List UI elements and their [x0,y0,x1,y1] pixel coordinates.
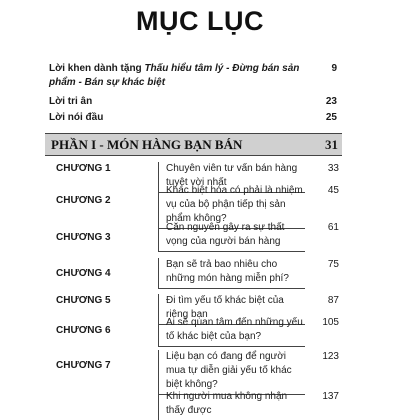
chapter-title: Chuyên viên tư vấn bán hàng tuyệt vời nhất [158,162,305,193]
toc-front-label: Lời khen dành tặng [49,63,145,74]
chapter-title: Căn nguyên gây ra sự thất vọng của người bán hàng [158,221,305,252]
toc-front-item[interactable] [49,111,337,125]
part-label: PHẦN I - MÓN HÀNG BẠN BÁN [51,137,243,152]
toc-page-number: 105 [322,317,339,328]
chapter-title: Ai sẽ quan tâm đến những yếu tố khác biệt của bạn? [158,316,305,347]
toc-page-number: 137 [322,391,339,402]
toc-page-number: 61 [327,222,339,233]
toc-front-label: Lời tri ân [49,96,93,107]
chapter-number: CHƯƠNG 4 [56,268,111,279]
chapter-title: Khi người mua không nhận thấy được [158,390,305,420]
chapter-title: Đi tìm yếu tố khác biệt của riêng bạn [158,294,305,325]
toc-page-number: 23 [325,96,337,107]
toc-page-number: 87 [327,295,339,306]
toc-page-number: 75 [327,259,339,270]
page-title: MỤC LỤC [136,6,264,36]
chapter-number: CHƯƠNG 7 [56,360,111,371]
chapter-title: Khác biệt hóa có phải là nhiệm vụ của bộ phận tiếp thị sản phẩm không? [158,184,305,229]
chapter-number: CHƯƠNG 6 [56,325,111,336]
part-page-number: 31 [325,137,338,152]
toc-page-number: 33 [327,163,339,174]
toc-front-item[interactable] [49,62,337,90]
part-header[interactable] [45,133,342,156]
chapter-number: CHƯƠNG 1 [56,163,111,174]
chapter-number: CHƯƠNG 2 [56,195,111,206]
chapter-title: Liệu bạn có đang để người mua tự diễn giải yếu tố khác biệt không? [158,350,305,395]
toc-front-item[interactable] [49,95,337,109]
toc-front-label: Lời nói đầu [49,112,104,123]
chapter-title: Bạn sẽ trả bao nhiêu cho những món hàng miễn phí? [158,258,305,289]
toc-page-number: 9 [331,63,337,74]
chapter-number: CHƯƠNG 5 [56,295,111,306]
chapter-number: CHƯƠNG 3 [56,232,111,243]
toc-page-number: 25 [325,112,337,123]
toc-page-number: 45 [327,185,339,196]
toc-page-number: 123 [322,351,339,362]
toc-front-italic: Thấu hiểu tâm lý - Đừng bán sản phẩm - Bán sự khác biệt [49,63,300,88]
